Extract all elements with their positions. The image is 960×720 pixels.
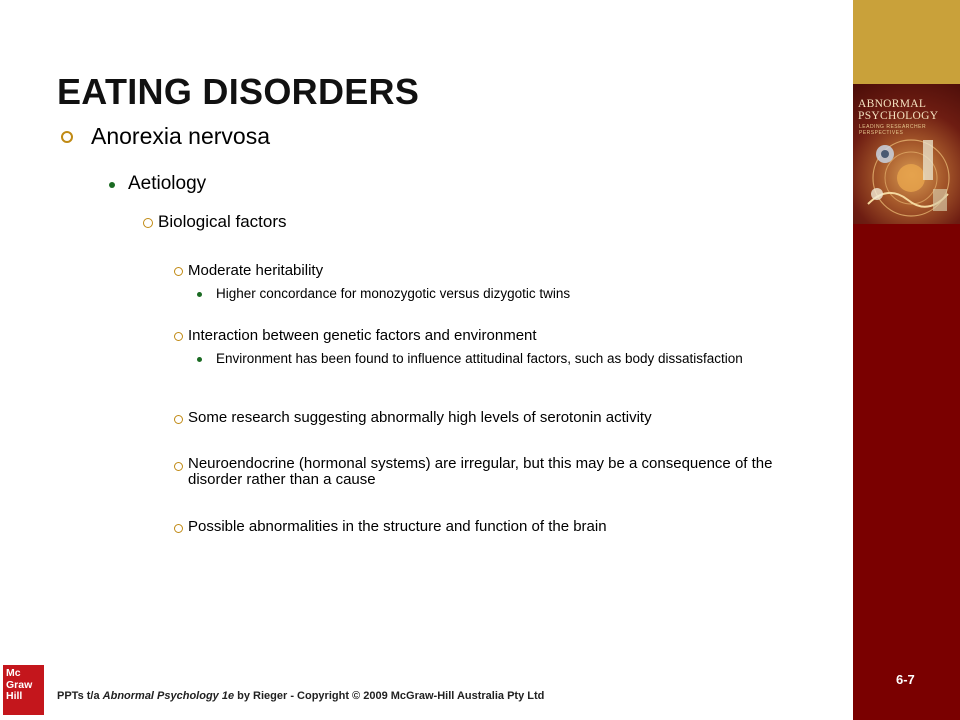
- ring-bullet-icon: [174, 462, 183, 471]
- book-cover-image: [853, 84, 960, 224]
- sub-bullet-environment: Environment has been found to influence attitudinal factors, such as body dissatisfaction: [216, 351, 743, 366]
- book-cover-art: [863, 134, 953, 222]
- ring-bullet-icon: [61, 131, 73, 143]
- dot-bullet-icon: [197, 292, 202, 297]
- bullet-aetiology: Aetiology: [128, 173, 207, 194]
- ring-bullet-icon: [174, 415, 183, 424]
- bullet-brain-abnormalities: Possible abnormalities in the structure and function of the brain: [188, 518, 607, 535]
- slide-number: 6-7: [896, 672, 915, 687]
- bullet-moderate-heritability: Moderate heritability: [188, 262, 324, 279]
- footer-copyright: PPTs t/a Abnormal Psychology 1e by Rieger - Copyright © 2009 McGraw-Hill Australia Pty Ltd: [57, 690, 545, 702]
- bullet-serotonin: Some research suggesting abnormally high levels of serotonin activity: [188, 409, 652, 426]
- dot-bullet-icon: [109, 182, 115, 188]
- ring-bullet-icon: [174, 524, 183, 533]
- mcgraw-hill-logo: Mc Graw Hill: [3, 665, 44, 715]
- bullet-biological-factors: Biological factors: [158, 212, 287, 231]
- bullet-anorexia-nervosa: Anorexia nervosa: [91, 123, 270, 149]
- ring-bullet-icon: [143, 218, 153, 228]
- bullet-neuroendocrine: Neuroendocrine (hormonal systems) are irregular, but this may be a consequence of the disorder rather than a cause: [188, 455, 773, 488]
- book-cover-subtitle: LEADING RESEARCHER PERSPECTIVES: [859, 124, 927, 136]
- sidebar-top-band: [853, 0, 960, 84]
- sub-bullet-concordance: Higher concordance for monozygotic versus dizygotic twins: [216, 286, 571, 301]
- ring-bullet-icon: [174, 267, 183, 276]
- bullet-interaction-genetic-environment: Interaction between genetic factors and environment: [188, 327, 537, 344]
- ring-bullet-icon: [174, 332, 183, 341]
- dot-bullet-icon: [197, 357, 202, 362]
- book-cover-title: ABNORMAL PSYCHOLOGY: [858, 98, 939, 122]
- slide-title: EATING DISORDERS: [57, 71, 420, 112]
